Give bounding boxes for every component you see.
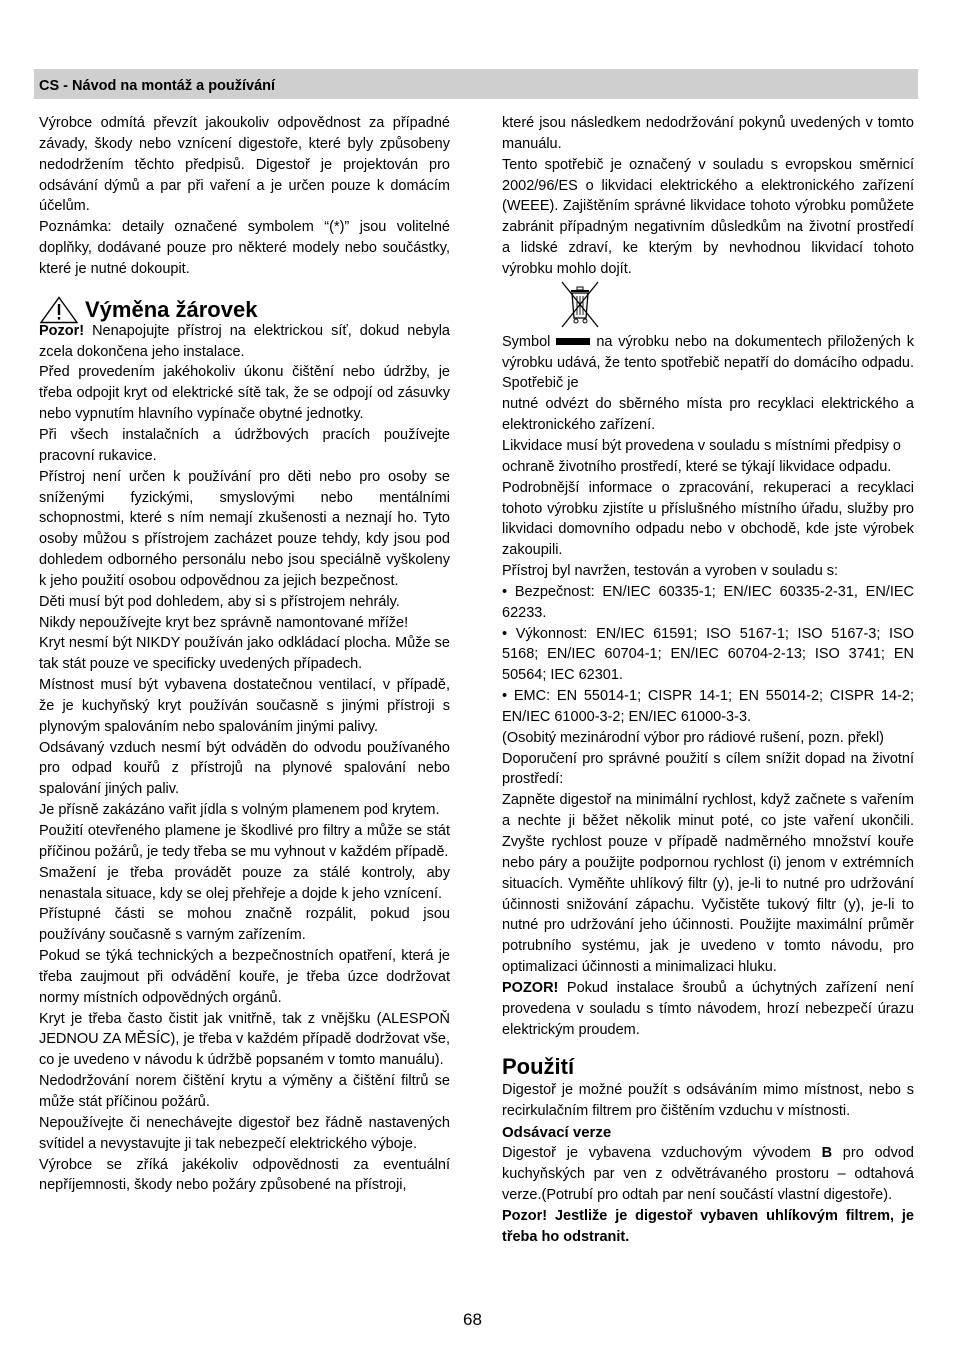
subheading-extraction-version: Odsávací verze: [502, 1124, 612, 1142]
paragraph: Pozor! Nenapojujte přístroj na elektrickou síť, dokud nebyla zcela dokončena jeho instalace.: [39, 322, 450, 360]
paragraph: Nikdy nepoužívejte kryt bez správně namontované mříže!: [39, 614, 409, 631]
page-number: 68: [463, 1310, 482, 1329]
right-column: [502, 113, 914, 1247]
crossed-out-bin-icon: [558, 280, 602, 330]
paragraph: Přístroj byl navržen, testován a vyroben v souladu s:: [502, 563, 839, 580]
paragraph: Poznámka: detaily označené symbolem “(*)” jsou volitelné doplňky, dodávané pouze pro některé modely nebo součástky, které je nutné dokoupit.: [39, 219, 450, 277]
paragraph: které jsou následkem nedodržování pokynů uvedených v tomto manuálu.: [502, 115, 914, 152]
weee-symbol-wrap: [558, 280, 914, 332]
paragraph: Místnost musí být vybavena dostatečnou ventilací, v případě, že je kuchyňský kryt používán současně s jinými přístroji s plynovým spalováním nebo spalováním jinými palivy.: [39, 677, 450, 735]
paragraph: Zapněte digestoř na minimální rychlost, když začnete s vařením a nechte ji běžet několik minut poté, co jste vaření ukončili. Zvyšte rychlost pouze v případě nadměrného množství kouře nebo páry a použijte podpornou rychlost (i) jenom v extrémních situacích. Vyměňte uhlíkový filtr (y), je-li to nutné pro udržování účinnosti snižování zápachu. Vyčistěte tukový filtr (y), je-li to nutné pro udržování jeho účinnosti. Použijte maximální průměr potrubního systému, jak je uvedeno v tomto návodu, pro optimalizaci účinnosti a minimalizaci hluku.: [502, 792, 914, 976]
paragraph: Doporučení pro správné použití s cílem snížit dopad na životní prostředí:: [502, 750, 914, 788]
paragraph: Přístupné části se mohou značně rozpálit, pokud jsou používány současně s varným zařízením.: [39, 906, 450, 944]
paragraph: Děti musí být pod dohledem, aby si s přístrojem nehrály.: [39, 593, 400, 610]
paragraph: Kryt je třeba často čistit jak vnitřně, tak z vnějšku (ALESPOŇ JEDNOU ZA MĚSÍC), je třeba v každém případě dodržovat vše, co je uvedeno v návodu k údržbě popsaném v tomto manuálu).: [39, 1010, 450, 1069]
paragraph: • EMC: EN 55014-1; CISPR 14-1; EN 55014-2; CISPR 14-2; EN/IEC 61000-3-2; EN/IEC 61000-3-3.: [502, 688, 914, 725]
paragraph: Před provedením jakéhokoliv úkonu čištění nebo údržby, je třeba odpojit kryt od elektrické sítě tak, že se odpojí od zásuvky nebo vypnutím hlavního vypínače obytné jednotky.: [39, 364, 450, 423]
paragraph: Použití otevřeného plamene je škodlivé pro filtry a může se stát příčinou požárů, je tedy třeba se mu vyhnout v každém případě.: [39, 823, 450, 860]
paragraph: Přístroj není určen k používání pro děti nebo pro osoby se sníženými fyzickými, smyslovými nebo mentálními schopnostmi, které s ním nemají zkušenosti a neznají ho. Tyto osoby můžou s přístrojem zacházet pouze tehdy, kdy jsou pod dohledem odborného personálu nebo jsou speciálně vyškoleny k jeho použití osobou odpovědnou za jejich bezpečnost.: [39, 468, 450, 589]
black-bar-symbol-icon: [556, 338, 590, 345]
paragraph: Nepoužívejte či nenechávejte digestoř bez řádně nastavených svítidel a nevystavujte ji tak nebezpečí elektrického výboje.: [39, 1114, 450, 1152]
paragraph: Nedodržování norem čištění krytu a výměny a čištění filtrů se může stát příčinou požárů.: [39, 1073, 450, 1110]
paragraph: Kryt nesmí být NIKDY používán jako odkládací plocha. Může se tak stát pouze ve specificky uvedených případech.: [39, 635, 450, 673]
paragraph: Likvidace musí být provedena v souladu s místními předpisy o ochraně životního prostředí, které se týkají likvidace odpadu.: [502, 437, 901, 475]
section-heading-row: [39, 296, 450, 324]
paragraph: Symbol na výrobku nebo na dokumentech přiložených k výrobku udává, že tento spotřebič nepatří do domácího odpadu. Spotřebič je: [502, 333, 914, 392]
outlet-label: B: [821, 1145, 833, 1162]
paragraph: Při všech instalačních a údržbových pracích používejte pracovní rukavice.: [39, 426, 450, 464]
paragraph: Je přísně zakázáno vařit jídla s volným plamenem pod krytem.: [39, 802, 440, 819]
warning-label: Pozor!: [39, 322, 85, 339]
paragraph: Digestoř je vybavena vzduchovým vývodem B pro odvod kuchyňských par ven z odvětrávaného prostoru – odtahová verze.(Potrubí pro odtah par není součástí vlastní digestoře).: [502, 1145, 914, 1203]
paragraph: Tento spotřebič je označený v souladu s evropskou směrnicí 2002/96/ES o likvidaci elektrického a elektronického zařízení (WEEE). Zajištěním správné likvidace tohoto výrobku pomůžete zabránit případným negativním důsledkům na životní prostředí a lidské zdraví, ke kterým by nevhodnou likvidací tohoto výrobku mohlo dojít.: [502, 156, 914, 277]
paragraph: Výrobce se zříká jakékoliv odpovědnosti za eventuální nepříjemnosti, škody nebo požáry způsobené na přístroji,: [39, 1156, 450, 1194]
paragraph: POZOR! Pokud instalace šroubů a úchytných zařízení není provedena v souladu s tímto návodem, hrozí nebezpečí úrazu elektrickým proudem.: [502, 979, 914, 1038]
paragraph: nutné odvézt do sběrného místa pro recyklaci elektrického a elektronického zařízení.: [502, 396, 914, 434]
left-column: [39, 113, 450, 1196]
paragraph: Smažení je třeba provádět pouze za stálé kontroly, aby nenastala situace, kdy se olej přehřeje a dojde k jeho vznícení.: [39, 864, 450, 902]
paragraph: Podrobnější informace o zpracování, rekuperaci a recyklaci tohoto výrobku zjistíte u příslušného místního úřadu, služby pro likvidaci domovního odpadu nebo v obchodě, kde jste výrobek zakoupili.: [502, 479, 914, 559]
paragraph: Digestoř je možné použít s odsáváním mimo místnost, nebo s recirkulačním filtrem pro čištěním vzduchu v místnosti.: [502, 1082, 914, 1120]
paragraph: Pokud se týká technických a bezpečnostních opatření, která je třeba zaujmout při odvádění kouře, je třeba úzce dodržovat normy místních odpovědných orgánů.: [39, 948, 450, 1006]
section-title-bulb-replacement: Výměna žárovek: [85, 296, 258, 322]
paragraph: (Osobitý mezinárodní výbor pro rádiové rušení, pozn. překl): [502, 729, 885, 746]
paragraph: Pozor! Jestliže je digestoř vybaven uhlíkovým filtrem, je třeba ho odstranit.: [502, 1207, 914, 1245]
warning-triangle-icon: [39, 296, 79, 324]
section-title-usage: Použití: [502, 1054, 575, 1080]
page-header-title: CS - Návod na montáž a používání: [39, 78, 276, 94]
paragraph: Výrobce odmítá převzít jakoukoliv odpovědnost za případné závady, škody nebo vznícení digestoře, které byly způsobeny nedodržením těchto předpisů. Digestoř je projektován pro odsávání dýmů a par při vaření a je určen pouze k domácím účelům.: [39, 115, 450, 215]
warning-label: POZOR!: [502, 979, 559, 996]
paragraph: • Výkonnost: EN/IEC 61591; ISO 5167-1; ISO 5167-3; ISO 5168; EN/IEC 60704-1; EN/IEC 60704-2-13; ISO 3741; EN 50564; IEC 62301.: [502, 625, 914, 684]
paragraph: • Bezpečnost: EN/IEC 60335-1; EN/IEC 60335-2-31, EN/IEC 62233.: [502, 583, 914, 621]
paragraph: Odsávaný vzduch nesmí být odváděn do odvodu používaného pro odpad kouřů z přístrojů na plynové spalování nebo spalování jiných paliv.: [39, 739, 450, 798]
